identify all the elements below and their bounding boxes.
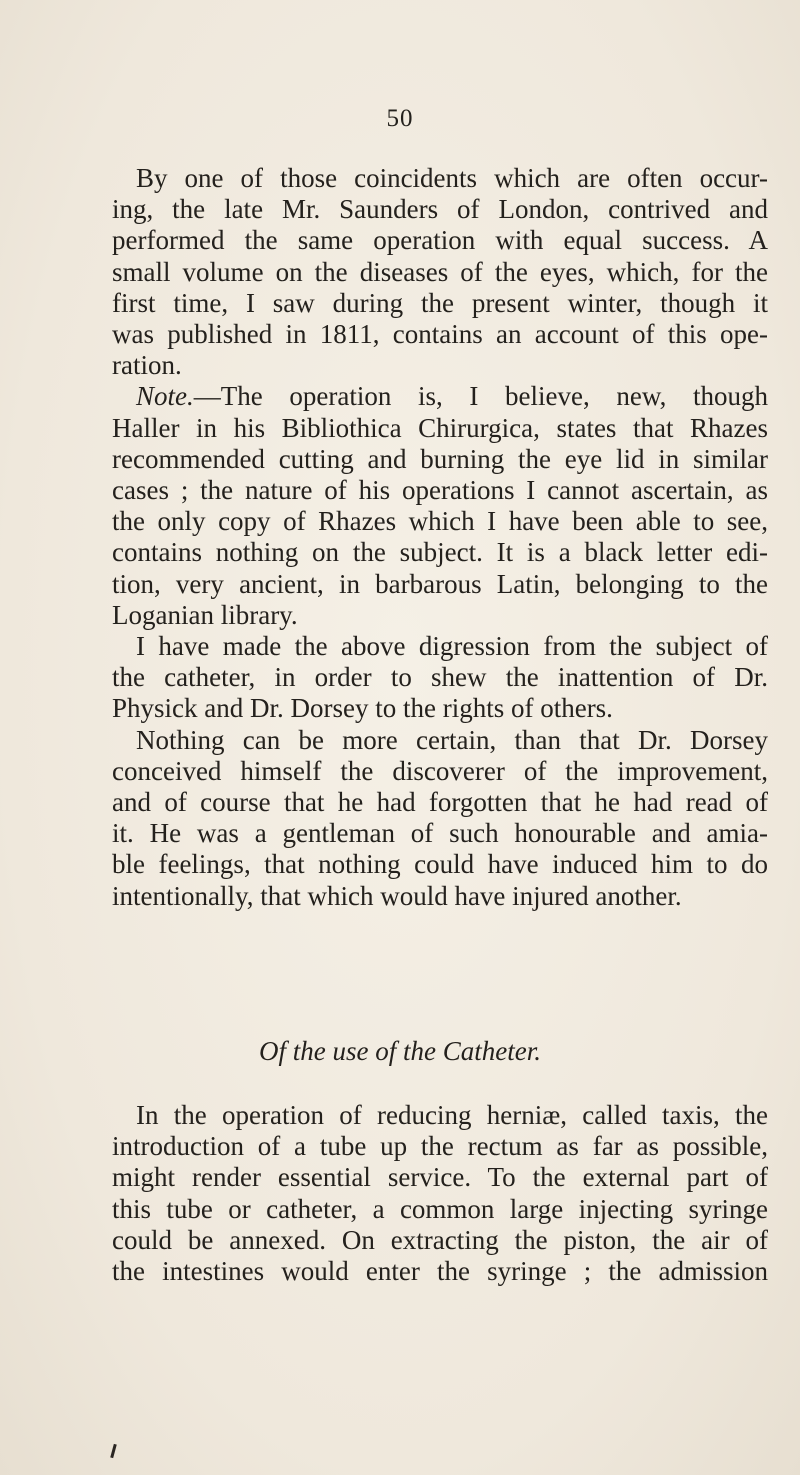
text-line: In the operation of reducing herniæ, called taxis, the [136, 1100, 768, 1130]
text-line: ing, the late Mr. Saunders of London, contrived and [112, 194, 768, 225]
text-line: Haller in his Bibliothica Chirurgica, states that Rhazes [112, 412, 768, 443]
text-line: ble feelings, that nothing could have induced him to do [112, 849, 768, 880]
text-line: Loganian library. [112, 599, 298, 630]
ink-speck [110, 1444, 117, 1458]
text-line: recommended cutting and burning the eye lid in similar [112, 443, 768, 474]
text-line: I have made the above digression from the subject of [136, 631, 768, 662]
note-label: Note. [136, 381, 194, 412]
text-line: Nothing can be more certain, than that Dr. Dorsey [136, 724, 768, 755]
text-block-top [112, 163, 768, 912]
text-line: the catheter, in order to shew the inattention of Dr. [112, 662, 768, 693]
text-line: tion, very ancient, in barbarous Latin, belonging to the [112, 568, 768, 599]
text-line: this tube or catheter, a common large injecting syringe [112, 1193, 768, 1224]
text-line: conceived himself the discoverer of the improvement, [112, 755, 768, 786]
text-line: introduction of a tube up the rectum as far as possible, [112, 1131, 768, 1162]
text-line: was published in 1811, contains an account of this ope- [112, 319, 768, 350]
text-line: contains nothing on the subject. It is a black letter edi- [112, 537, 768, 568]
text-line: might render essential service. To the external part of [112, 1162, 768, 1193]
text-line: performed the same operation with equal success. A [112, 225, 768, 256]
text-line: By one of those coincidents which are often occur- [136, 163, 768, 193]
text-line: Physick and Dr. Dorsey to the rights of others. [112, 693, 613, 724]
note-line: Note.—The operation is, I believe, new, though [136, 381, 768, 412]
text-line: the intestines would enter the syringe ; the admission [112, 1256, 768, 1287]
text-line: and of course that he had forgotten that he had read of [112, 787, 768, 818]
text-line: small volume on the diseases of the eyes, which, for the [112, 256, 768, 287]
page-number: 50 [386, 105, 414, 132]
section-heading: Of the use of the Catheter. [259, 1036, 541, 1066]
text-line: could be annexed. On extracting the piston, the air of [112, 1224, 768, 1255]
text-line: it. He was a gentleman of such honourable and amia- [112, 818, 768, 849]
text-line: cases ; the nature of his operations I cannot ascertain, as [112, 475, 768, 506]
text-line: the only copy of Rhazes which I have been able to see, [112, 506, 768, 537]
text-block-bottom [112, 1100, 768, 1287]
text-line: first time, I saw during the present winter, though it [112, 287, 768, 318]
text-line: intentionally, that which would have injured another. [112, 880, 682, 911]
text-line: ration. [112, 350, 182, 381]
